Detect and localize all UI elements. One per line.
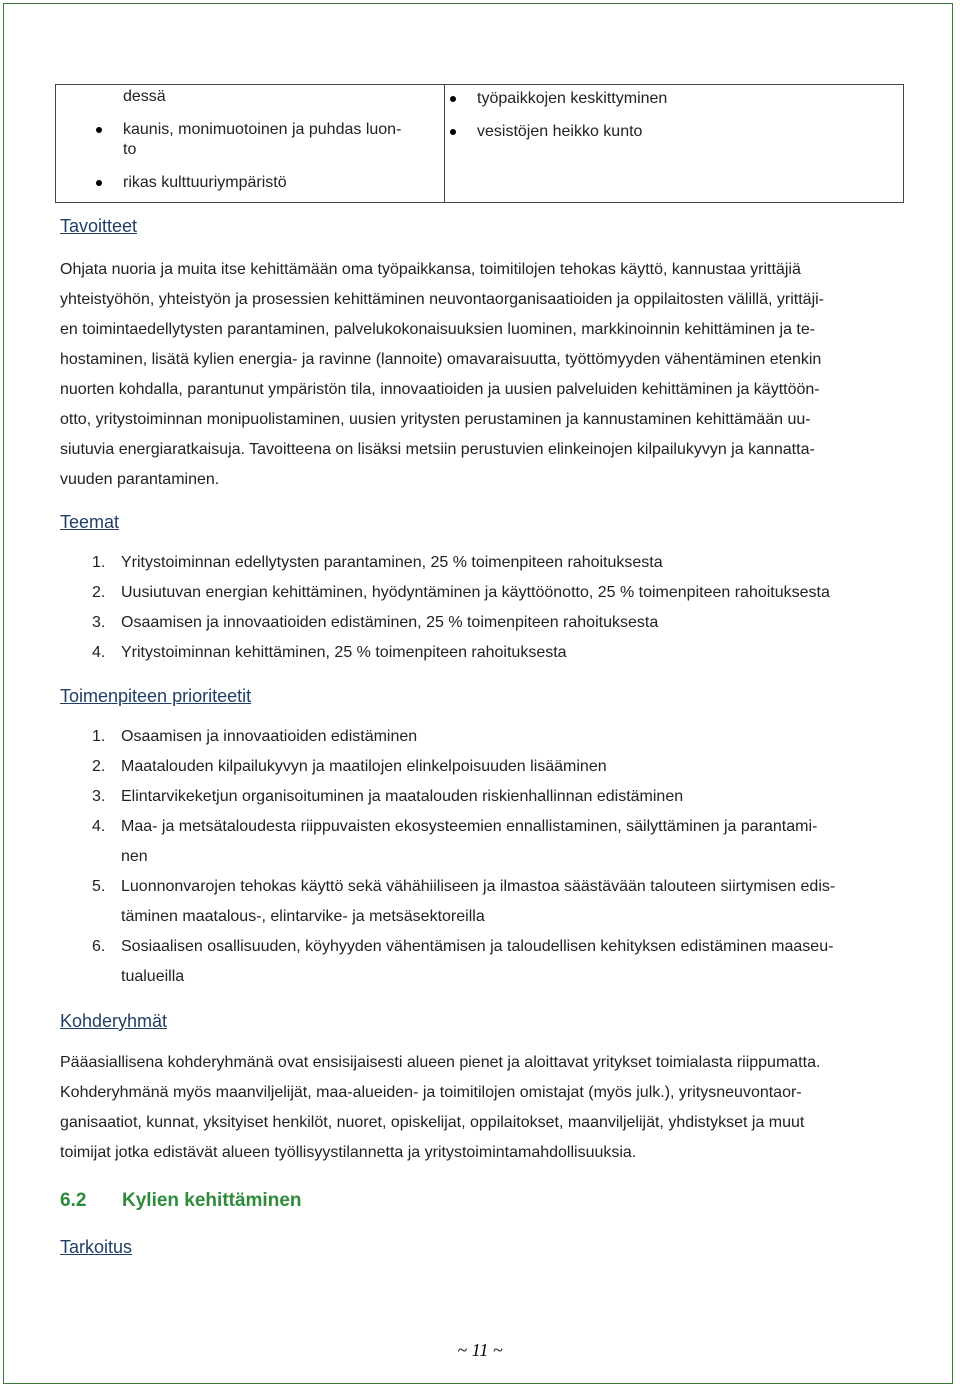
heading-tarkoitus: Tarkoitus: [60, 1237, 133, 1257]
section-number: 6.2: [60, 1190, 87, 1211]
section-name: Kylien kehittäminen: [122, 1190, 302, 1211]
tavoitteet-paragraph: Ohjata nuoria ja muita itse kehittämään oma työpaikkansa, toimitilojen tehokas käyttö, kannustaa yrittäjiä yhteistyöhön, yhteistyön ja prosessien kehittäminen neuvontaorganisaatioiden ja oppilaitosten välillä, yrittäji- en toimintaedellytysten parantaminen, palvelukokonaisuuksien luominen, markkinoinnin kehittäminen ja te- hostaminen, lisätä kylien energia- ja ravinne (lannoite) omavaraisuutta, työttömyyden vähentäminen etenkin nuorten kohdalla, parantunut ympäristön tila, innovaatioiden ja uusien palveluiden kehittäminen ja käyttöön- otto, yritystoiminnan monipuolistaminen, uusien yritysten perustaminen ja kannustaminen kehittämään uu- siutuvia energiaratkaisuja. Tavoitteena on lisäksi metsiin perustuvien elinkeinojen kilpailukyvyn ja kannatta- vuuden parantaminen.: [60, 261, 824, 488]
list-item: 1. Osaamisen ja innovaatioiden edistäminen: [92, 728, 418, 745]
swot-left-item: kaunis, monimuotoinen ja puhdas luon- to: [123, 121, 402, 158]
prioriteetit-list: [60, 722, 905, 992]
page-number: ~ 11 ~: [457, 1340, 503, 1360]
swot-left-item: rikas kulttuuriympäristö: [123, 174, 287, 191]
swot-table: [55, 84, 904, 203]
swot-left-item: dessä: [123, 88, 166, 105]
list-item: 2. Uusiutuvan energian kehittäminen, hyödyntäminen ja käyttöönotto, 25 % toimenpiteen rahoituksesta: [92, 584, 830, 601]
heading-tavoitteet: Tavoitteet: [60, 216, 138, 236]
list-item: 6. Sosiaalisen osallisuuden, köyhyyden vähentämisen ja taloudellisen kehityksen edistäminen maaseu- tualueilla: [92, 938, 834, 985]
swot-right-column: [445, 85, 903, 202]
heading-kohderyhmat: Kohderyhmät: [60, 1011, 168, 1031]
list-item: 4. Yritystoiminnan kehittäminen, 25 % toimenpiteen rahoituksesta: [92, 644, 567, 661]
list-item: 5. Luonnonvarojen tehokas käyttö sekä vähähiiliseen ja ilmastoa säästävään talouteen siirtymisen edis- täminen maatalous-, elintarvike- ja metsäsektoreilla: [92, 878, 836, 925]
heading-teemat: Teemat: [60, 512, 120, 532]
list-item: 1. Yritystoiminnan edellytysten parantaminen, 25 % toimenpiteen rahoituksesta: [92, 554, 663, 571]
kohderyhmat-paragraph: Pääasiallisena kohderyhmänä ovat ensisijaisesti alueen pienet ja aloittavat yritykset toimialasta riippumatta. Kohderyhmänä myös maanviljelijät, maa-alueiden- ja toimitilojen omistajat (myös julk.), yritysneuvontaor- ganisaatiot, kunnat, yksityiset henkilöt, nuoret, opiskelijat, oppilaitokset, maanviljelijät, yhdistykset ja muut toimijat jotka edistävät alueen työllisyystilannetta ja yritystoimintamahdollisuuksia.: [60, 1054, 821, 1161]
list-item: 4. Maa- ja metsätaloudesta riippuvaisten ekosysteemien ennallistaminen, säilyttäminen ja parantami- nen: [92, 818, 818, 865]
list-item: 2. Maatalouden kilpailukyvyn ja maatilojen elinkelpoisuuden lisääminen: [92, 758, 607, 775]
swot-left-column: [56, 85, 445, 202]
heading-prioriteetit: Toimenpiteen prioriteetit: [60, 686, 252, 706]
swot-right-item: työpaikkojen keskittyminen: [477, 90, 668, 107]
list-item: 3. Osaamisen ja innovaatioiden edistäminen, 25 % toimenpiteen rahoituksesta: [92, 614, 659, 631]
section-title: [60, 1189, 302, 1213]
teemat-list: [60, 548, 905, 668]
swot-right-item: vesistöjen heikko kunto: [477, 123, 643, 140]
list-item: 3. Elintarvikeketjun organisoituminen ja maatalouden riskienhallinnan edistäminen: [92, 788, 684, 805]
